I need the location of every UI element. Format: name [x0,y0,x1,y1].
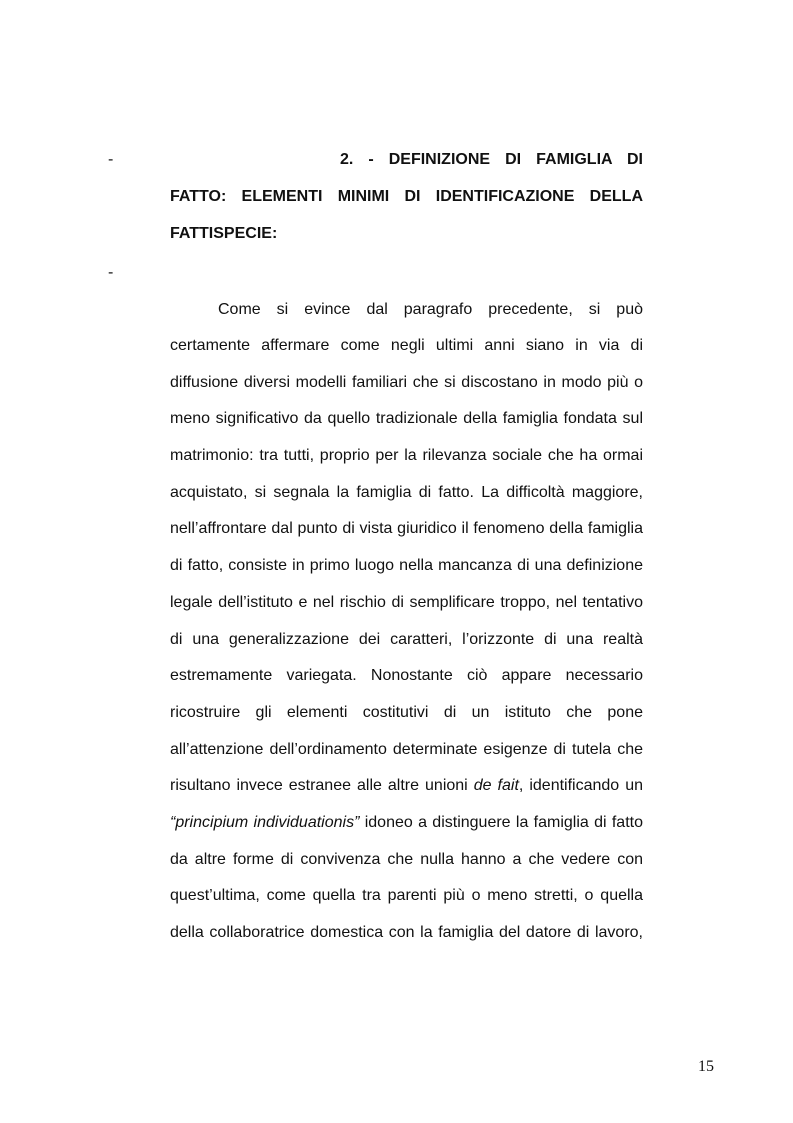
margin-dash-marker: - [108,151,114,168]
paragraph-text: risultano invece estranee alle altre unioni [170,777,474,794]
paragraph-line: di fatto, consiste in primo luogo nella mancanza di una definizione [170,557,643,574]
italic-term: “principium individuationis” [170,814,360,831]
paragraph-line: Come si evince dal paragrafo precedente, si può [218,301,643,318]
paragraph-line: quest’ultima, come quella tra parenti più o meno stretti, o quella [170,887,643,904]
margin-dash-marker: - [108,264,114,281]
paragraph-line: matrimonio: tra tutti, proprio per la rilevanza sociale che ha ormai [170,447,643,464]
paragraph-text: idoneo a distinguere la famiglia di fatto [359,814,643,831]
paragraph-line: certamente affermare come negli ultimi anni siano in via di [170,337,643,354]
paragraph-line: diffusione diversi modelli familiari che si discostano in modo più o [170,374,643,391]
paragraph-line: all’attenzione dell’ordinamento determinate esigenze di tutela che [170,741,643,758]
italic-term: de fait [473,777,519,794]
heading-line-3: FATTISPECIE: [170,225,278,242]
paragraph-line: ricostruire gli elementi costitutivi di un istituto che pone [170,704,643,721]
paragraph-line: da altre forme di convivenza che nulla hanno a che vedere con [170,851,643,868]
paragraph-text: , identificando un [518,777,643,794]
paragraph-line [170,776,643,796]
paragraph-line: di una generalizzazione dei caratteri, l’orizzonte di una realtà [170,631,643,648]
paragraph-line: nell’affrontare dal punto di vista giuridico il fenomeno della famiglia [170,520,643,537]
heading-line-2: FATTO: ELEMENTI MINIMI DI IDENTIFICAZIONE DELLA [170,188,643,205]
paragraph-line [170,813,643,833]
paragraph-line: meno significativo da quello tradizionale della famiglia fondata sul [170,410,643,427]
paragraph-line: acquistato, si segnala la famiglia di fatto. La difficoltà maggiore, [170,484,643,501]
paragraph-line: legale dell’istituto e nel rischio di semplificare troppo, nel tentativo [170,594,643,611]
paragraph-line: estremamente variegata. Nonostante ciò appare necessario [170,667,643,684]
paragraph-line: della collaboratrice domestica con la famiglia del datore di lavoro, [170,924,643,941]
heading-line-1: 2. - DEFINIZIONE DI FAMIGLIA DI [340,151,643,168]
page-number: 15 [698,1058,714,1075]
